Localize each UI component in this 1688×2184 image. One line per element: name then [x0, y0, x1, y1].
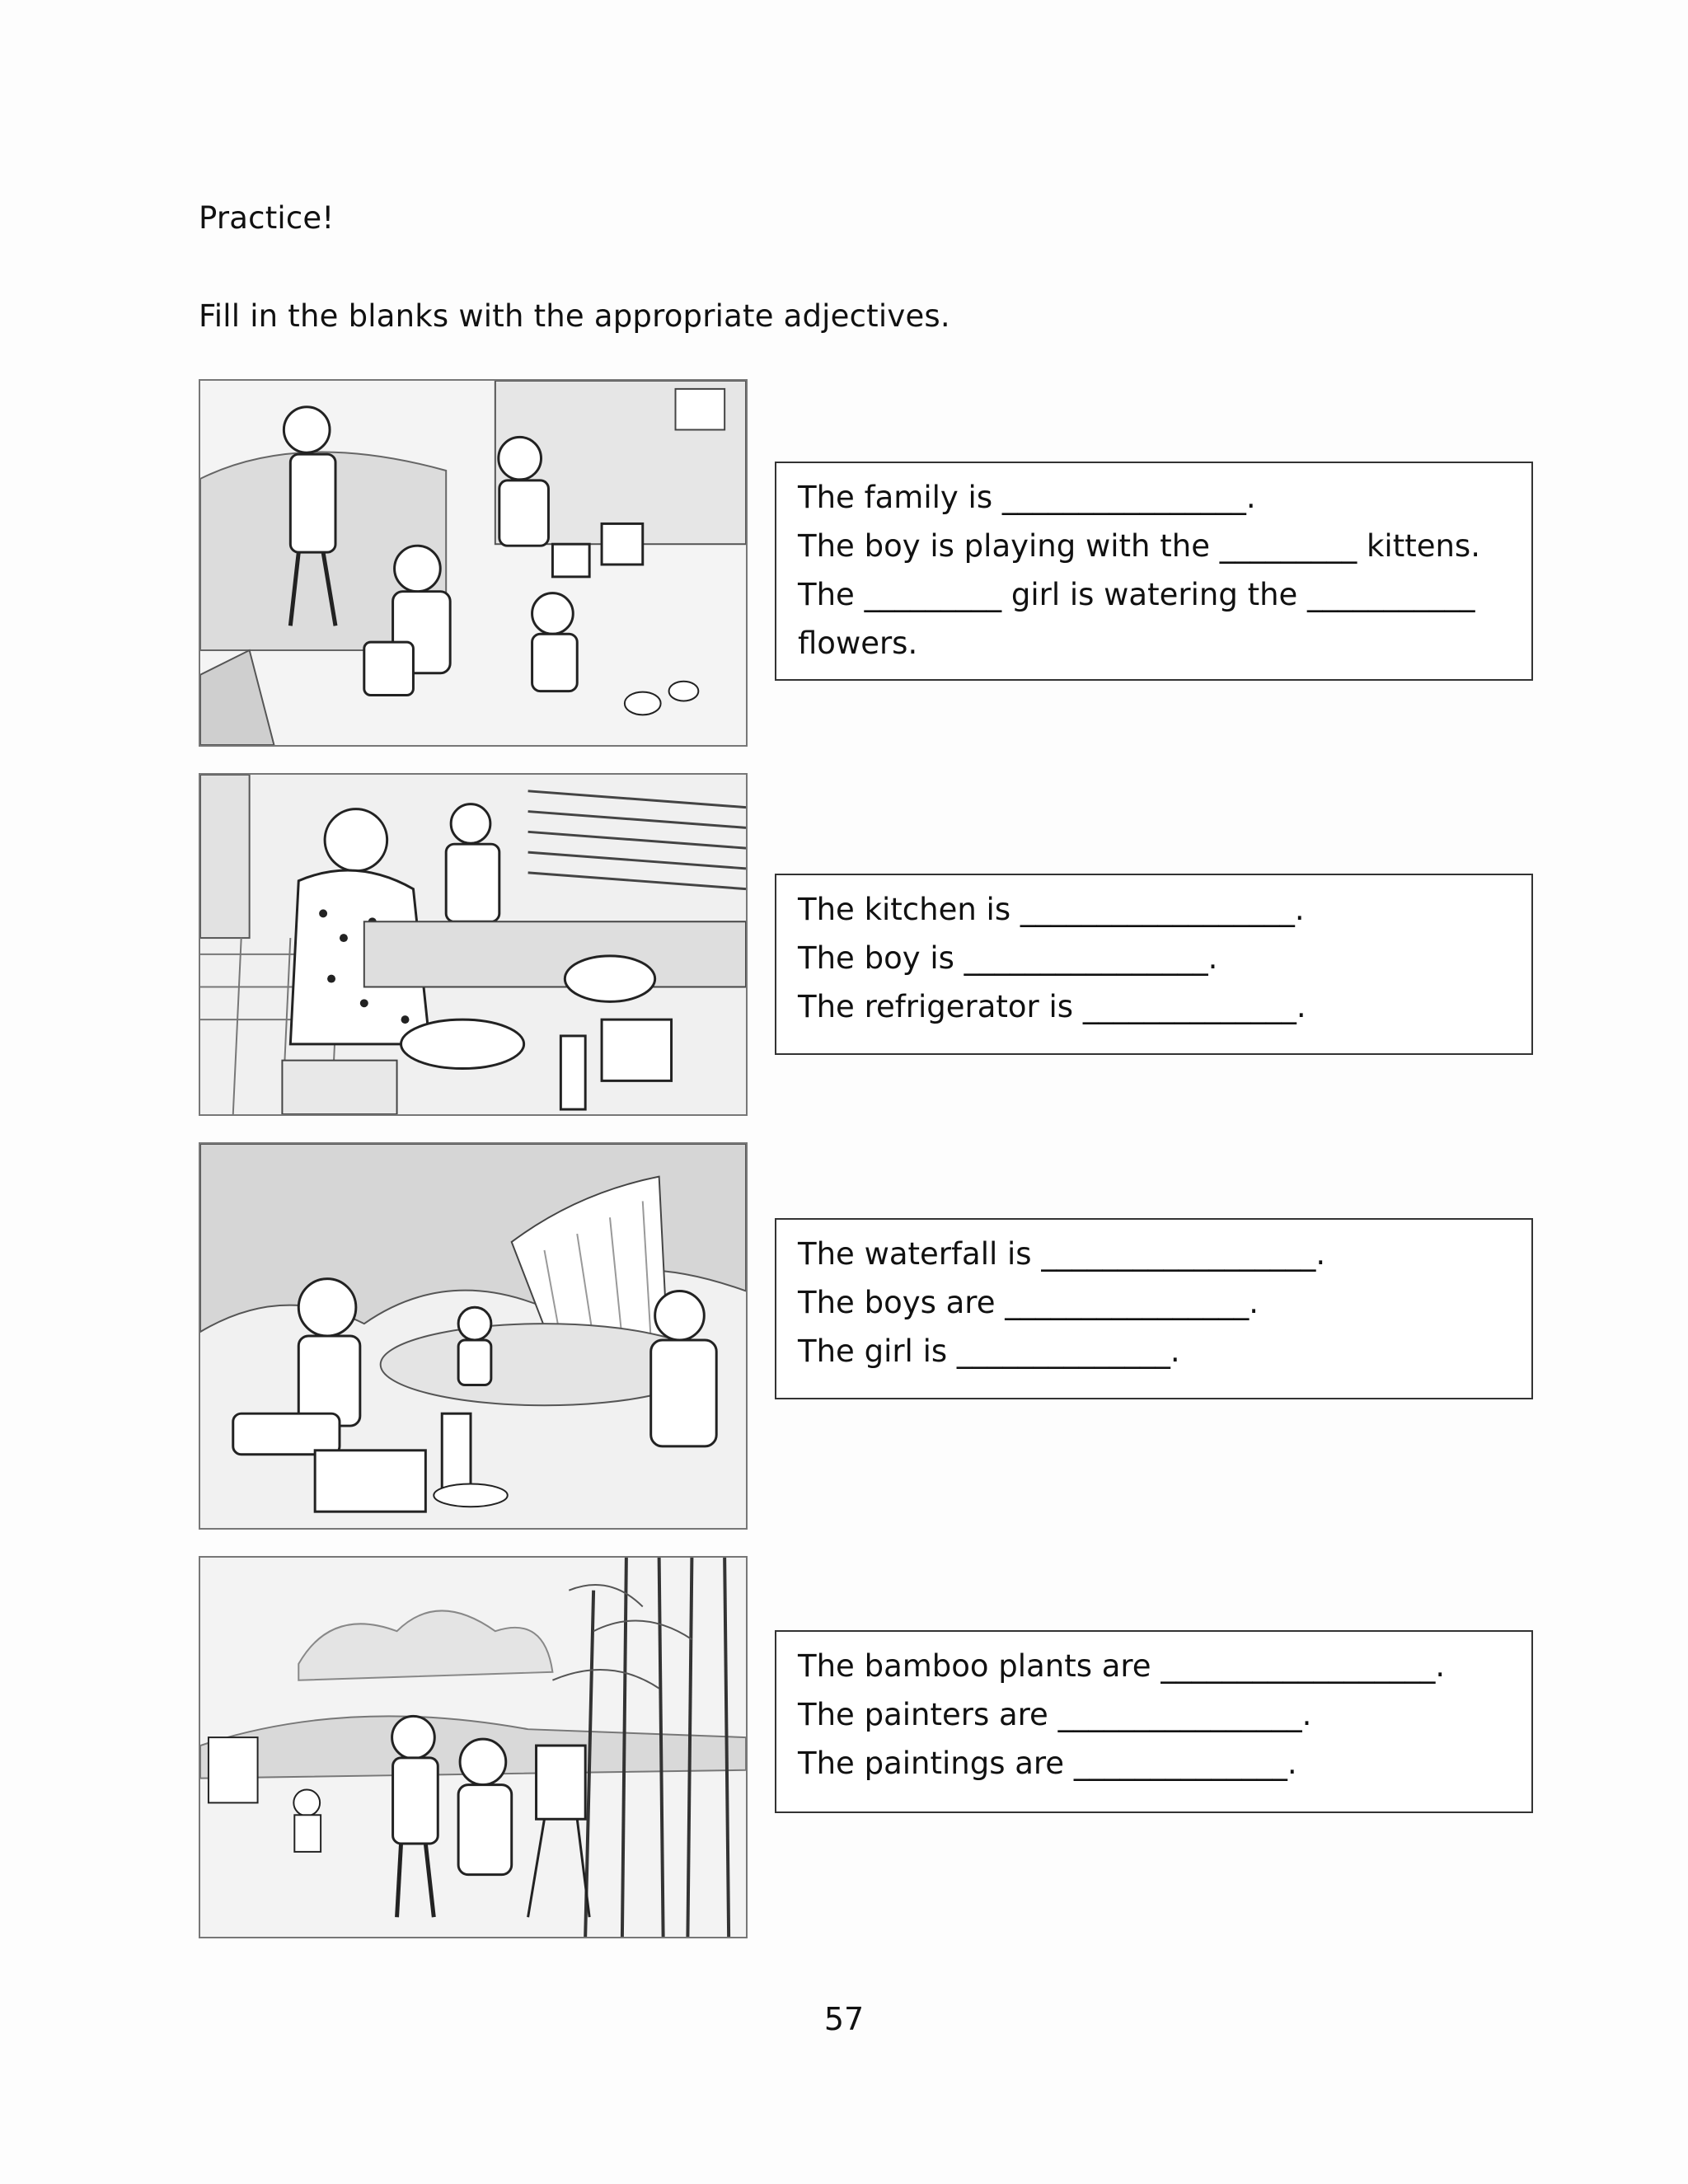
- sentence-line: The painters are ________________.: [798, 1697, 1312, 1732]
- sentence-line: The boy is ________________.: [798, 940, 1218, 976]
- exercise-3-box: [775, 1218, 1533, 1399]
- sentence-line: The family is ________________.: [798, 480, 1256, 515]
- sentence-line: The kitchen is __________________.: [798, 892, 1305, 927]
- bamboo-painters-illustration: [199, 1556, 748, 1938]
- practice-heading: Practice!: [199, 200, 335, 236]
- sentence-line: The waterfall is __________________.: [798, 1236, 1326, 1272]
- kitchen-illustration: [199, 773, 748, 1116]
- exercise-2-box: [775, 874, 1533, 1055]
- sentence-line: The bamboo plants are __________________.: [798, 1648, 1446, 1684]
- instruction-text: Fill in the blanks with the appropriate adjectives.: [199, 298, 950, 334]
- sentence-line: The _________ girl is watering the ___________: [798, 577, 1475, 612]
- sentence-line: The refrigerator is ______________.: [798, 989, 1306, 1024]
- exercise-4-box: [775, 1630, 1533, 1813]
- page-number: 57: [823, 2001, 865, 2037]
- exercise-1-box: [775, 462, 1533, 681]
- sentence-line: flowers.: [798, 626, 918, 661]
- family-garden-illustration: [199, 379, 748, 747]
- waterfall-picnic-illustration: [199, 1142, 748, 1530]
- sentence-line: The paintings are ______________.: [798, 1746, 1297, 1781]
- sentence-line: The boy is playing with the _________ kittens.: [798, 528, 1480, 564]
- sentence-line: The boys are ________________.: [798, 1285, 1259, 1320]
- sentence-line: The girl is ______________.: [798, 1333, 1180, 1369]
